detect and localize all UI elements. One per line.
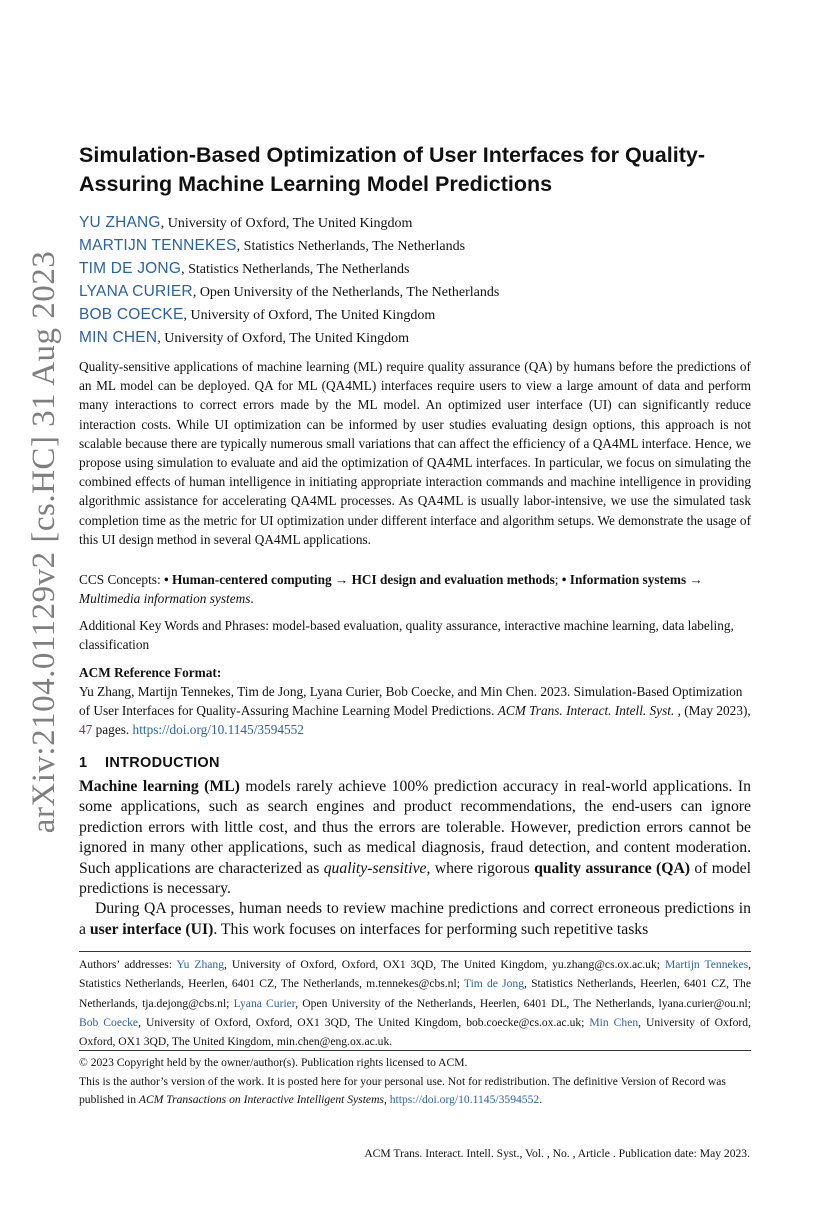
text-run: , University of Oxford, Oxford, OX1 3QD, The United Kingdom, min.chen@eng.ox.ac.uk. (79, 1015, 751, 1049)
version-note (79, 1073, 751, 1110)
author-line (79, 258, 769, 281)
author-list (79, 212, 769, 350)
author-affiliation: , Open University of the Netherlands, The Netherlands (192, 285, 500, 300)
text-run: , Statistics Netherlands, Heerlen, 6401 CZ, The Netherlands, m.tennekes@cbs.nl; (79, 958, 752, 991)
bold-term: user interface (UI) (89, 920, 214, 938)
text-run: , where rigorous (426, 859, 535, 877)
author-affiliation: , University of Oxford, The United Kingdom (157, 331, 409, 346)
paper-title: Simulation-Based Optimization of User Interfaces for Quality-Assuring Machine Learning Model Predictions (79, 143, 705, 196)
copyright-line: © 2023 Copyright held by the owner/author(s). Publication rights licensed to ACM. (79, 1056, 468, 1069)
reference-text: Yu Zhang, Martijn Tennekes, Tim de Jong, Lyana Curier, Bob Coecke, and Min Chen. 2023. Simulation-Based Optimization of User Interfaces for Quality-Assuring Machine Learning Model Predictions. (79, 684, 743, 718)
author-link[interactable]: Yu Zhang (176, 958, 225, 971)
text-run: . This work focuses on interfaces for performing such repetitive tasks (213, 920, 649, 938)
author-name: MARTIJN TENNEKES (79, 237, 237, 254)
ccs-separator: ; (554, 572, 562, 587)
ccs-concept-1: • Human-centered computing → HCI design and evaluation methods (163, 572, 555, 587)
text-run: Authors’ addresses: (79, 958, 177, 971)
version-end: . (539, 1093, 543, 1106)
acm-reference (79, 663, 751, 739)
author-link[interactable]: Bob Coecke (79, 1015, 139, 1029)
intro-paragraph-2 (79, 899, 751, 940)
version-text: This is the author’s version of the work. It is posted here for your personal use. Not for redistribution. The definitive Version of Record was published in (79, 1074, 726, 1106)
author-line (79, 212, 769, 235)
ccs-end: . (250, 591, 254, 606)
text-run: models rarely achieve 100% prediction accuracy in real-world applications. In some applications, such as search engines and product recommendations, the end-users can ignore prediction errors with little cost, and thus the errors are tolerable. However, prediction errors cannot be ignored in many other applications, such as medical diagnosis, fraud detection, and content moderation. Such applications are characterized as (79, 778, 751, 877)
version-doi-link[interactable]: https://doi.org/10.1145/3594552 (389, 1093, 540, 1106)
text-run: , Open University of the Netherlands, Heerlen, 6401 DL, The Netherlands, lyana.curier@ou.nl; (295, 996, 751, 1010)
author-affiliation: , Statistics Netherlands, The Netherlands (181, 262, 410, 277)
copyright-block (79, 1054, 751, 1110)
doi-link[interactable]: https://doi.org/10.1145/3594552 (132, 722, 304, 737)
page-footer: ACM Trans. Interact. Intell. Syst., Vol. , No. , Article . Publication date: May 2023. (364, 1147, 750, 1160)
ccs-concept-2: • Information systems (561, 572, 687, 587)
ccs-arrow: → (686, 572, 703, 587)
author-link[interactable]: Martijn Tennekes (664, 958, 749, 971)
ccs-label: CCS Concepts: (79, 572, 164, 587)
author-name: BOB COECKE (79, 306, 184, 323)
text-run: , University of Oxford, Oxford, OX1 3QD, The United Kingdom, yu.zhang@cs.ox.ac.uk; (224, 958, 665, 971)
author-name: MIN CHEN (79, 329, 158, 346)
author-link[interactable]: Tim de Jong (463, 977, 524, 991)
author-link[interactable]: Min Chen (589, 1015, 639, 1029)
author-line (79, 327, 769, 350)
author-affiliation: , University of Oxford, The United Kingdom (183, 308, 436, 323)
author-name: YU ZHANG (79, 214, 161, 231)
version-journal: ACM Transactions on Interactive Intelligent Systems (138, 1093, 384, 1106)
author-name: TIM DE JONG (79, 260, 182, 277)
reference-journal: ACM Trans. Interact. Intell. Syst. (497, 703, 675, 718)
ccs-concepts (79, 570, 751, 608)
reference-pages-label: pages. (92, 722, 133, 737)
acm-reference-heading: ACM Reference Format: (79, 665, 222, 680)
author-line (79, 281, 769, 304)
arxiv-stamp: arXiv:2104.01129v2 [cs.HC] 31 Aug 2023 (26, 250, 62, 834)
footnote-rule (79, 951, 751, 952)
author-line (79, 235, 769, 258)
version-separator: , (383, 1093, 390, 1106)
text-run: During QA processes, human needs to review machine predictions and correct erroneous predictions in a (79, 900, 751, 938)
keywords: Additional Key Words and Phrases: model-based evaluation, quality assurance, interactive machine learning, data labeling, classification (79, 618, 734, 652)
bold-term: quality assurance (QA) (534, 859, 691, 877)
reference-date: , (May 2023), (674, 703, 751, 718)
pages-link[interactable]: 47 (79, 722, 93, 737)
section-heading (79, 753, 220, 773)
copyright-rule (79, 1050, 751, 1051)
author-affiliation: , Statistics Netherlands, The Netherlands (236, 239, 466, 254)
author-line (79, 304, 769, 327)
intro-body (79, 777, 751, 940)
author-name: LYANA CURIER (79, 283, 193, 300)
authors-addresses (79, 955, 751, 1051)
section-number: 1 (79, 755, 88, 771)
italic-term: quality-sensitive (323, 859, 427, 877)
abstract: Quality-sensitive applications of machine learning (ML) require quality assurance (QA) by humans before the predictions of an ML model can be deployed. QA for ML (QA4ML) interfaces require users to view a large amount of data and perform many interactions to correct errors made by the ML model. An optimized user interface (UI) can significantly reduce interaction costs. While UI optimization can be informed by user studies evaluating design options, this approach is not scalable because there are typically numerous small variations that can affect the efficiency of a QA4ML interface. Hence, we propose using simulation to evaluate and aid the optimization of QA4ML interfaces. In particular, we focus on simulating the combined effects of human intelligence in initiating appropriate interaction commands and machine intelligence in providing algorithmic assistance for accelerating QA4ML processes. As QA4ML is usually labor-intensive, we use the simulated task completion time as the metric for UI optimization under different interface and algorithm setups. We demonstrate the usage of this UI design method in several QA4ML applications. (79, 359, 751, 547)
text-run: , Statistics Netherlands, Heerlen, 6401 CZ, The Netherlands, tja.dejong@cbs.nl; (79, 977, 751, 1010)
author-link[interactable]: Lyana Curier (233, 996, 296, 1010)
intro-paragraph-1 (79, 777, 751, 899)
ccs-subconcept: Multimedia information systems (79, 591, 251, 606)
section-title: INTRODUCTION (105, 755, 220, 771)
text-run: , University of Oxford, Oxford, OX1 3QD, The United Kingdom, bob.coecke@cs.ox.ac.uk; (138, 1015, 590, 1029)
acm-reference-text (79, 682, 751, 739)
bold-term: Machine learning (ML) (79, 778, 240, 795)
author-affiliation: , University of Oxford, The United Kingdom (160, 216, 413, 231)
text-run: of model predictions is necessary. (79, 859, 752, 898)
